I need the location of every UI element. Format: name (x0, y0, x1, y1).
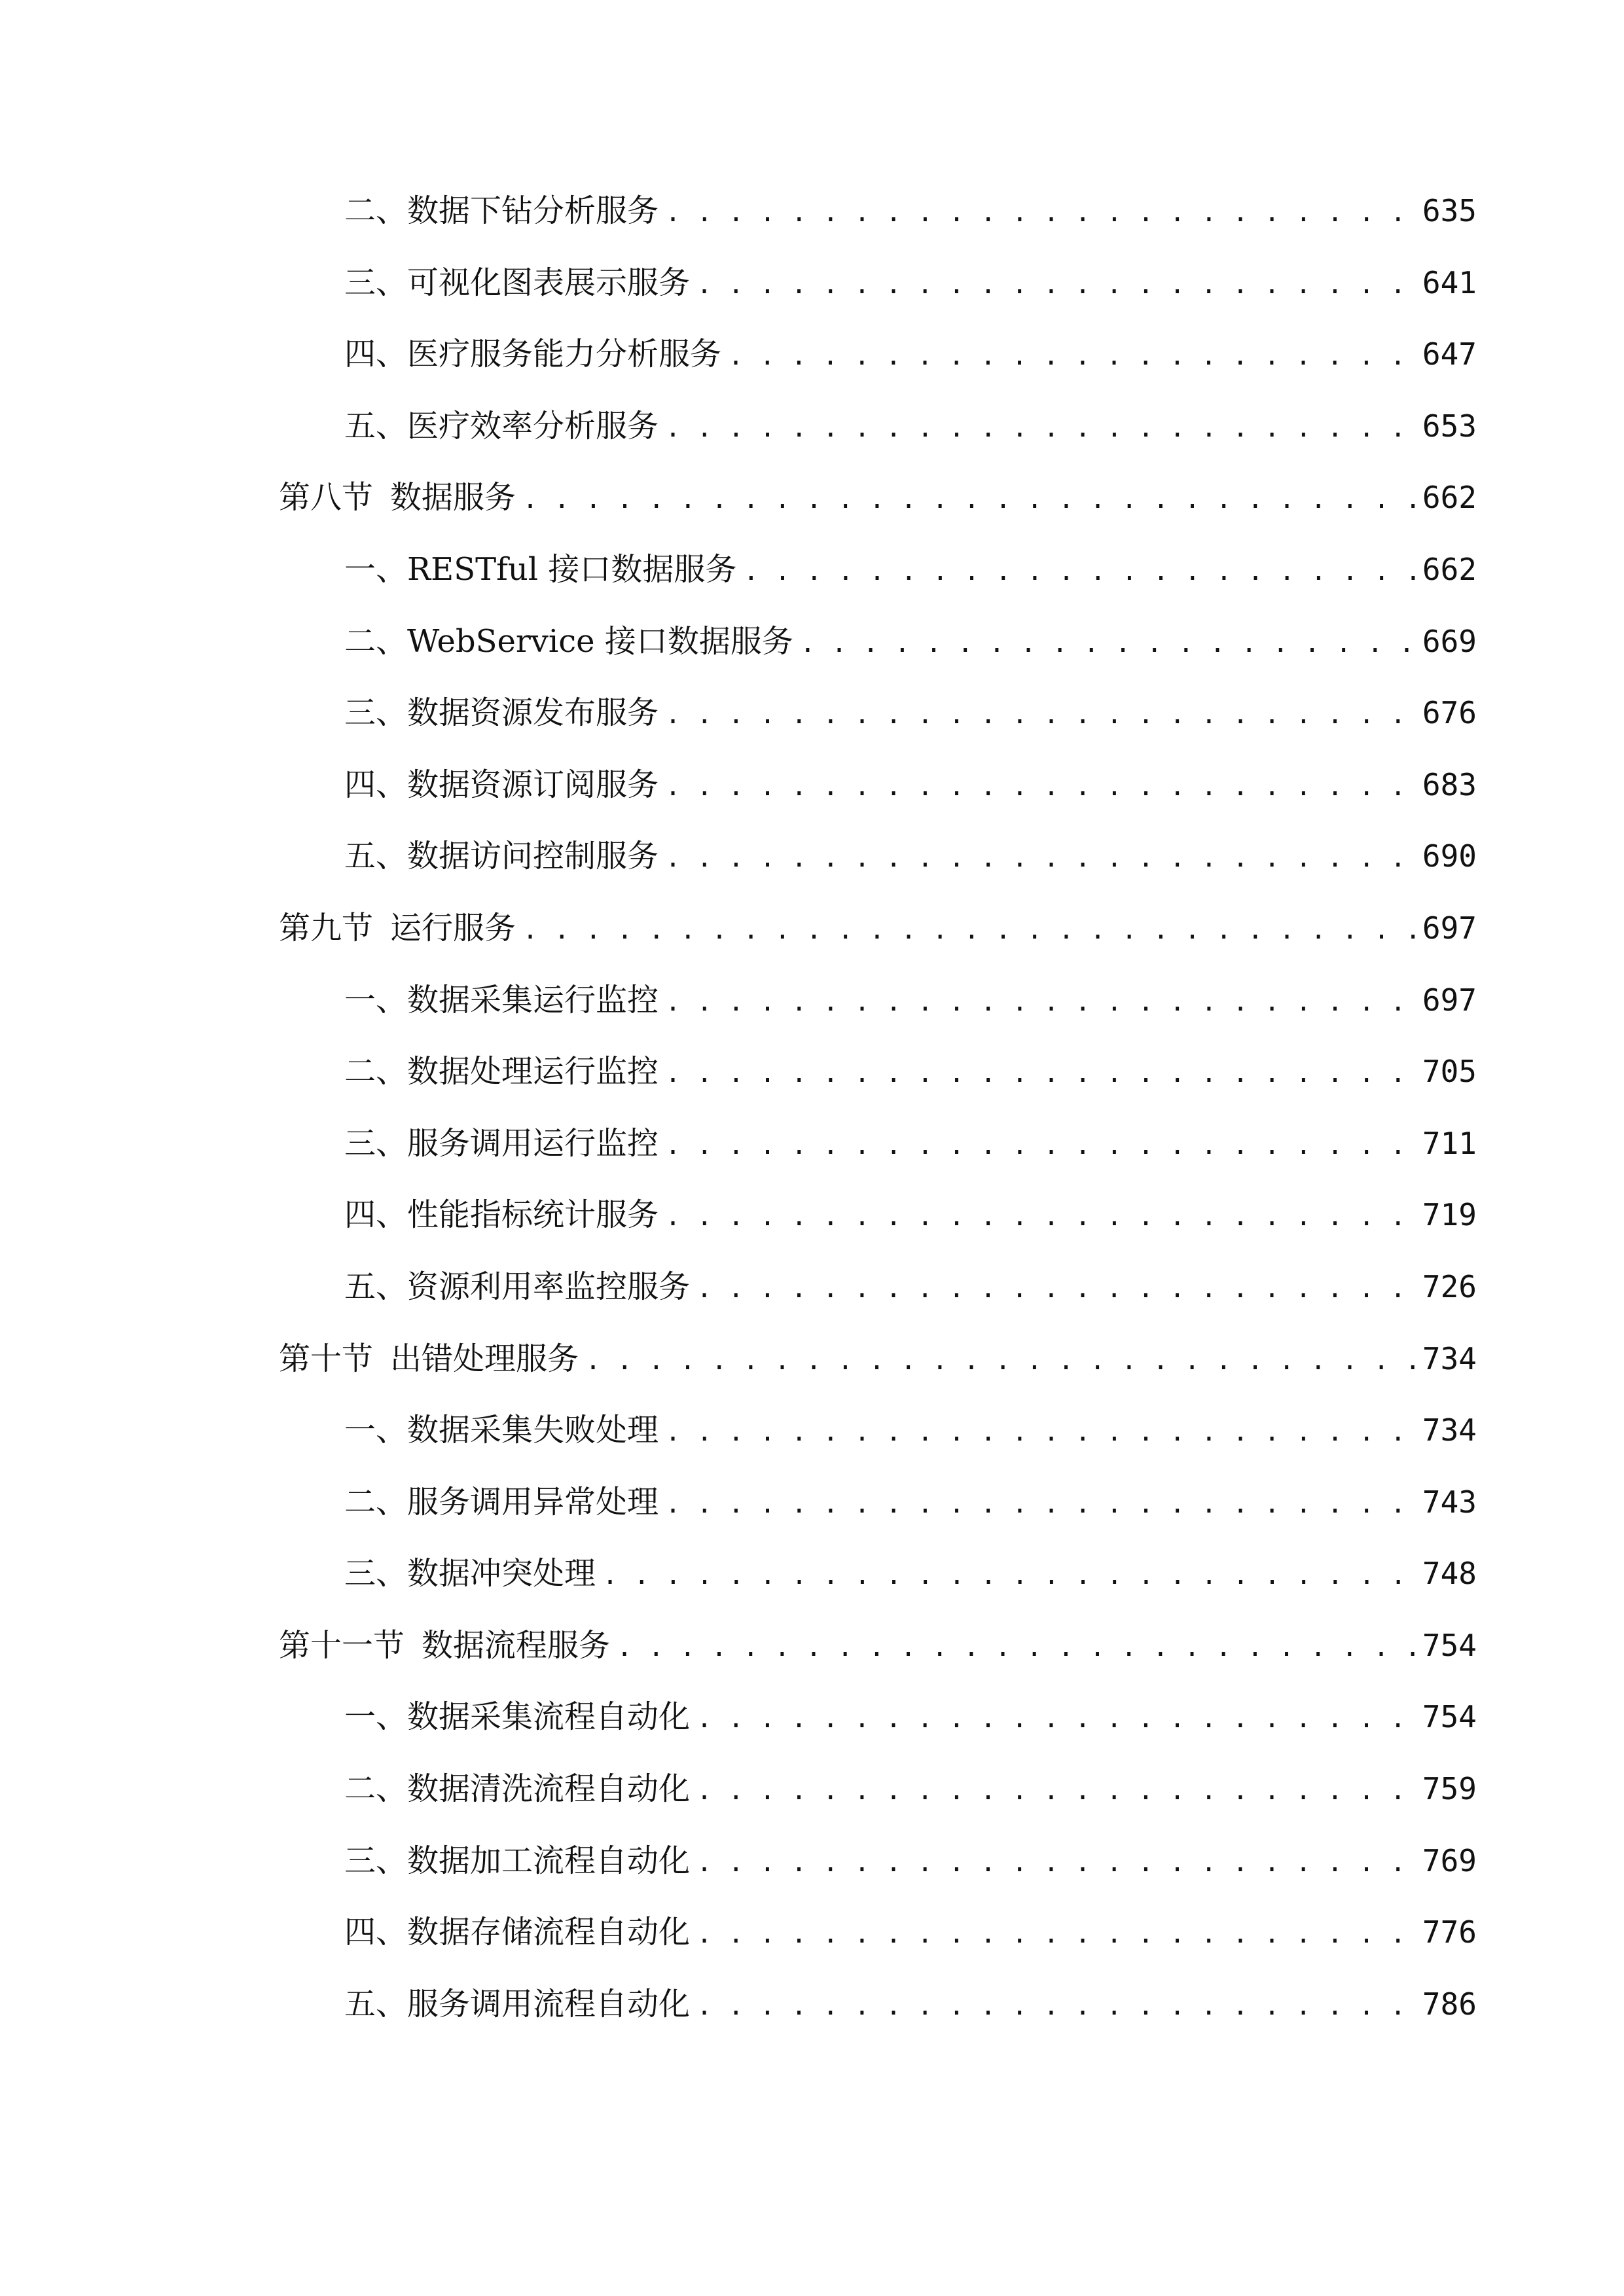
toc-entry-title: 数据采集运行监控 (407, 981, 659, 1018)
toc-dot-leader (696, 1843, 1416, 1882)
toc-entry-page-number: 719 (1422, 1197, 1477, 1233)
toc-entry-number: 第九节 (279, 909, 374, 946)
toc-entry-title: 运行服务 (390, 909, 516, 946)
toc-entry-number: 三、 (344, 264, 408, 301)
toc-dot-leader (800, 624, 1416, 663)
toc-subsection-entry[interactable] (279, 334, 1477, 406)
toc-entry-number: 五、 (344, 1985, 408, 2022)
toc-entry-number: 一、 (344, 550, 408, 588)
toc-entry-title: 数据服务 (390, 479, 516, 516)
toc-dot-leader (665, 1054, 1416, 1093)
toc-dot-leader (728, 336, 1416, 376)
toc-dot-leader (665, 982, 1416, 1022)
toc-entry-page-number: 690 (1422, 838, 1477, 874)
toc-subsection-entry[interactable] (279, 263, 1477, 335)
toc-entry-number: 一、 (344, 1698, 408, 1736)
toc-entry-number: 第八节 (279, 479, 374, 516)
toc-dot-leader (696, 265, 1416, 304)
toc-entry-page-number: 697 (1422, 910, 1477, 946)
toc-entry-number: 四、 (344, 1914, 408, 1951)
toc-entry-number: 五、 (344, 838, 408, 875)
toc-entry-number: 四、 (344, 766, 408, 803)
toc-entry-number: 二、 (344, 192, 408, 229)
toc-entry-page-number: 743 (1422, 1484, 1477, 1520)
toc-subsection-entry[interactable] (279, 1124, 1477, 1196)
toc-dot-leader (522, 910, 1416, 950)
toc-entry-title: 数据冲突处理 (407, 1555, 596, 1592)
toc-dot-leader (665, 767, 1416, 806)
table-of-contents (279, 191, 1477, 2056)
toc-entry-page-number: 676 (1422, 695, 1477, 731)
toc-entry-page-number: 726 (1422, 1268, 1477, 1304)
toc-entry-page-number: 734 (1422, 1412, 1477, 1448)
toc-entry-page-number: 683 (1422, 766, 1477, 802)
toc-entry-title: 服务调用流程自动化 (407, 1985, 691, 2022)
toc-entry-title: 数据访问控制服务 (407, 838, 659, 875)
toc-dot-leader (743, 552, 1416, 591)
toc-entry-number: 一、 (344, 981, 408, 1018)
toc-entry-title: 服务调用运行监控 (407, 1124, 659, 1162)
toc-subsection-entry[interactable] (279, 1912, 1477, 1984)
toc-entry-title: 性能指标统计服务 (407, 1196, 659, 1234)
toc-entry-page-number: 662 (1422, 480, 1477, 516)
toc-entry-number: 第十节 (279, 1340, 374, 1377)
toc-subsection-entry[interactable] (279, 1267, 1477, 1339)
toc-entry-title: 数据资源订阅服务 (407, 766, 659, 803)
toc-dot-leader (696, 1986, 1416, 2026)
toc-entry-title: 数据清洗流程自动化 (407, 1770, 691, 1808)
toc-entry-title: 数据存储流程自动化 (407, 1914, 691, 1951)
toc-entry-page-number: 754 (1422, 1699, 1477, 1735)
toc-entry-number: 五、 (344, 407, 408, 444)
toc-entry-number: 第十一节 (279, 1626, 405, 1664)
toc-entry-title: 服务调用异常处理 (407, 1483, 659, 1520)
toc-dot-leader (602, 1556, 1416, 1595)
toc-subsection-entry[interactable] (279, 622, 1477, 694)
toc-dot-leader (665, 838, 1416, 878)
toc-entry-title: 可视化图表展示服务 (407, 264, 691, 301)
toc-entry-page-number: 754 (1422, 1627, 1477, 1663)
toc-entry-number: 三、 (344, 1124, 408, 1162)
toc-entry-number: 二、 (344, 1053, 408, 1090)
toc-entry-title: WebService 接口数据服务 (407, 622, 793, 660)
toc-entry-title: 数据采集流程自动化 (407, 1698, 691, 1736)
toc-entry-page-number: 635 (1422, 193, 1477, 228)
toc-entry-page-number: 662 (1422, 551, 1477, 587)
toc-subsection-entry[interactable] (279, 1697, 1477, 1769)
toc-entry-title: 出错处理服务 (390, 1340, 579, 1377)
toc-subsection-entry[interactable] (279, 836, 1477, 908)
toc-subsection-entry[interactable] (279, 1841, 1477, 1913)
toc-dot-leader (665, 1484, 1416, 1524)
toc-entry-number: 三、 (344, 1842, 408, 1879)
toc-entry-title: 数据处理运行监控 (407, 1053, 659, 1090)
toc-subsection-entry[interactable] (279, 1769, 1477, 1841)
toc-section-entry[interactable] (279, 1626, 1477, 1698)
toc-entry-page-number: 769 (1422, 1842, 1477, 1878)
toc-entry-number: 二、 (344, 1770, 408, 1808)
toc-section-entry[interactable] (279, 908, 1477, 980)
toc-entry-page-number: 776 (1422, 1914, 1477, 1950)
toc-subsection-entry[interactable] (279, 550, 1477, 622)
toc-dot-leader (696, 1771, 1416, 1810)
toc-entry-title: 医疗效率分析服务 (407, 407, 659, 444)
toc-entry-number: 五、 (344, 1268, 408, 1305)
toc-entry-page-number: 734 (1422, 1340, 1477, 1376)
toc-entry-number: 三、 (344, 1555, 408, 1592)
toc-subsection-entry[interactable] (279, 1554, 1477, 1626)
toc-entry-page-number: 669 (1422, 623, 1477, 659)
toc-subsection-entry[interactable] (279, 191, 1477, 263)
toc-entry-title: 数据资源发布服务 (407, 694, 659, 732)
toc-entry-number: 一、 (344, 1412, 408, 1449)
toc-entry-page-number: 748 (1422, 1556, 1477, 1592)
toc-section-entry[interactable] (279, 1339, 1477, 1411)
toc-subsection-entry[interactable] (279, 1984, 1477, 2056)
toc-entry-number: 二、 (344, 1483, 408, 1520)
toc-dot-leader (696, 1914, 1416, 1954)
toc-entry-page-number: 697 (1422, 982, 1477, 1018)
toc-entry-title: 资源利用率监控服务 (407, 1268, 691, 1305)
toc-entry-page-number: 759 (1422, 1771, 1477, 1807)
toc-dot-leader (665, 1197, 1416, 1236)
toc-entry-title: 数据下钻分析服务 (407, 192, 659, 229)
toc-entry-page-number: 705 (1422, 1054, 1477, 1090)
toc-dot-leader (665, 193, 1416, 232)
toc-entry-title: 医疗服务能力分析服务 (407, 336, 722, 373)
toc-dot-leader (665, 408, 1416, 448)
toc-entry-number: 二、 (344, 622, 408, 660)
toc-entry-page-number: 653 (1422, 408, 1477, 444)
toc-dot-leader (696, 1699, 1416, 1738)
toc-entry-title: RESTful 接口数据服务 (407, 550, 737, 588)
toc-dot-leader (617, 1628, 1416, 1667)
toc-entry-title: 数据加工流程自动化 (407, 1842, 691, 1879)
toc-entry-title: 数据流程服务 (422, 1626, 611, 1664)
toc-dot-leader (696, 1269, 1416, 1308)
toc-subsection-entry[interactable] (279, 1482, 1477, 1554)
toc-subsection-entry[interactable] (279, 693, 1477, 765)
toc-entry-title: 数据采集失败处理 (407, 1412, 659, 1449)
toc-subsection-entry[interactable] (279, 406, 1477, 478)
toc-subsection-entry[interactable] (279, 1410, 1477, 1482)
toc-subsection-entry[interactable] (279, 1052, 1477, 1124)
toc-entry-page-number: 711 (1422, 1125, 1477, 1161)
toc-entry-number: 三、 (344, 694, 408, 732)
toc-entry-number: 四、 (344, 1196, 408, 1234)
toc-entry-page-number: 641 (1422, 264, 1477, 300)
toc-subsection-entry[interactable] (279, 980, 1477, 1052)
toc-dot-leader (665, 695, 1416, 734)
toc-dot-leader (665, 1412, 1416, 1452)
toc-entry-number: 四、 (344, 336, 408, 373)
toc-section-entry[interactable] (279, 478, 1477, 550)
toc-dot-leader (522, 480, 1416, 519)
toc-entry-page-number: 786 (1422, 1986, 1477, 2022)
toc-subsection-entry[interactable] (279, 765, 1477, 837)
toc-dot-leader (665, 1126, 1416, 1165)
toc-entry-page-number: 647 (1422, 336, 1477, 372)
toc-dot-leader (585, 1341, 1416, 1380)
toc-subsection-entry[interactable] (279, 1195, 1477, 1267)
